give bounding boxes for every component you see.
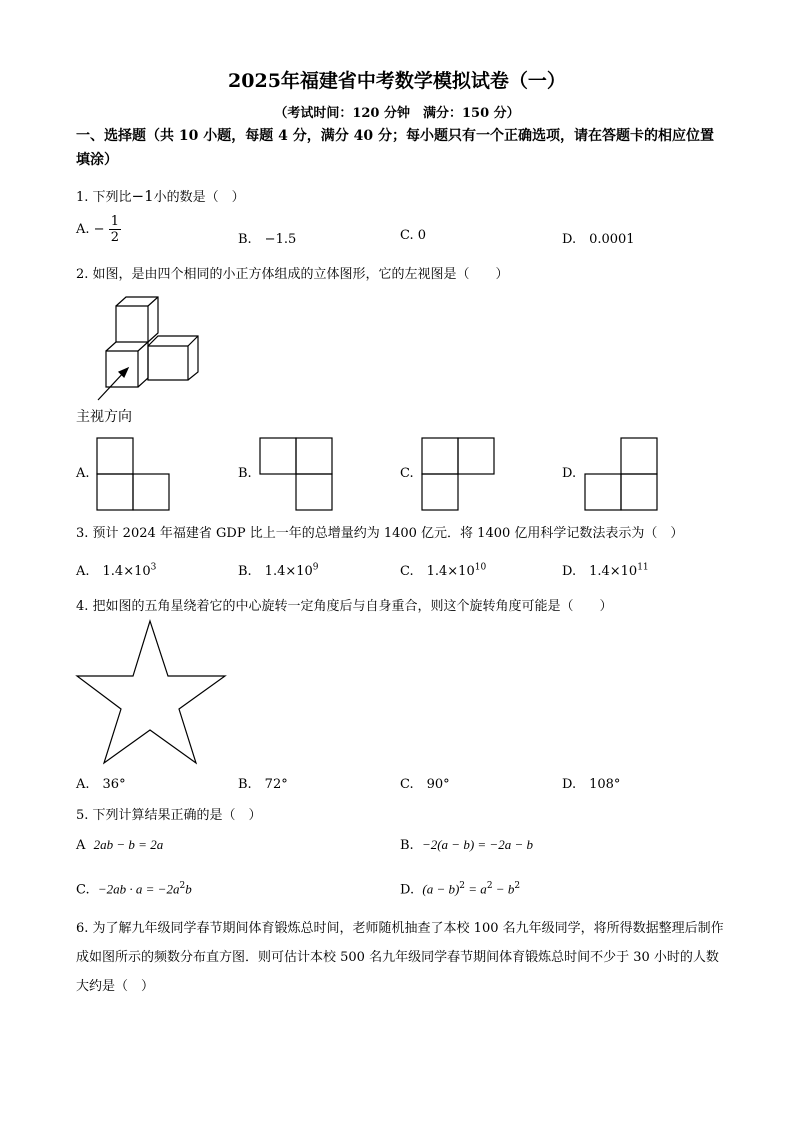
a-square-1 bbox=[97, 438, 133, 474]
q2-option-a-label[interactable]: A. bbox=[76, 466, 90, 481]
cube-top-front bbox=[116, 306, 148, 342]
cube-top-side bbox=[116, 297, 158, 342]
q3-option-c[interactable] bbox=[400, 560, 486, 579]
q5-option-d[interactable] bbox=[400, 881, 520, 897]
q5-d-label: D. bbox=[400, 882, 415, 898]
cube-top-edge bbox=[148, 297, 158, 306]
q2-option-a-figure[interactable] bbox=[96, 437, 176, 517]
section-heading: 一、选择题（共 10 小题，每题 4 分，满分 40 分；每小题只有一个正确选项，请在答题卡的相应位置填涂） bbox=[76, 128, 714, 168]
cube-right-front bbox=[148, 346, 188, 380]
q3-d-text: D. 1.4×10 bbox=[562, 564, 638, 579]
q3-option-b[interactable] bbox=[238, 560, 319, 579]
q3-c-exponent: 10 bbox=[474, 562, 487, 573]
q1-option-d[interactable]: D. 0.0001 bbox=[562, 232, 635, 247]
q5-c-label: C. bbox=[76, 882, 90, 898]
b-square-3 bbox=[296, 474, 332, 510]
q1-option-a[interactable] bbox=[76, 214, 121, 245]
q5-option-c[interactable] bbox=[76, 881, 192, 897]
q4-option-b[interactable]: B. 72° bbox=[238, 777, 288, 792]
q1-option-b[interactable]: B. −1.5 bbox=[238, 232, 297, 247]
question-3: 3. 预计 2024 年福建省 GDP 比上一年的总增量约为 1400 亿元．将 1400 亿用科学记数法表示为（ ） bbox=[76, 526, 684, 541]
q5-b-expression: −2(a − b) = −2a − b bbox=[421, 837, 533, 852]
question-1 bbox=[76, 186, 245, 205]
q3-c-text: C. 1.4×10 bbox=[400, 564, 475, 579]
q5-d-mid: = a bbox=[465, 881, 487, 897]
q2-option-c-figure[interactable] bbox=[421, 437, 501, 517]
q3-a-text: A. 1.4×10 bbox=[76, 564, 151, 579]
q1-a-denominator: 2 bbox=[110, 230, 119, 245]
q1-a-sign: − bbox=[93, 222, 105, 237]
cube-front bbox=[106, 351, 138, 387]
q3-option-d[interactable] bbox=[562, 560, 649, 579]
five-pointed-star bbox=[77, 621, 225, 763]
page-title: 2025年福建省中考数学模拟试卷（一） bbox=[228, 70, 566, 92]
q1-stem-a: 1. 下列比 bbox=[76, 190, 132, 205]
q2-option-d-label[interactable]: D. bbox=[562, 466, 577, 481]
d-square-1 bbox=[621, 438, 657, 474]
q5-b-label: B. bbox=[400, 838, 414, 853]
q5-d-exponent-3: 2 bbox=[514, 881, 521, 891]
b-square-2 bbox=[296, 438, 332, 474]
q5-c-exponent: 2 bbox=[179, 881, 186, 891]
c-square-3 bbox=[422, 474, 458, 510]
q1-stem-c: 小的数是（ ） bbox=[153, 190, 245, 205]
q2-option-d-figure[interactable] bbox=[584, 437, 664, 517]
q4-option-c[interactable]: C. 90° bbox=[400, 777, 450, 792]
question-5: 5. 下列计算结果正确的是（ ） bbox=[76, 808, 262, 823]
question-2: 2. 如图，是由四个相同的小正方体组成的立体图形，它的左视图是（ ） bbox=[76, 267, 509, 282]
q5-a-label: A bbox=[76, 838, 86, 853]
d-square-2 bbox=[585, 474, 621, 510]
q3-a-exponent: 3 bbox=[150, 562, 157, 573]
question-6: 6. 为了解九年级同学春节期间体育锻炼总时间，老师随机抽查了本校 100 名九年级同学，将所得数据整理后制作成如图所示的频数分布直方图．则可估计本校 500 名九年级同学春节期间体育锻炼总时间不少于 30 小时的人数大约是（ ） bbox=[76, 921, 724, 994]
c-square-2 bbox=[458, 438, 494, 474]
q3-b-exponent: 9 bbox=[312, 562, 319, 573]
q3-option-a[interactable] bbox=[76, 560, 156, 579]
q4-option-a[interactable]: A. 36° bbox=[76, 777, 126, 792]
q3-b-text: B. 1.4×10 bbox=[238, 564, 313, 579]
cube-front-edge bbox=[106, 342, 116, 351]
exam-info: （考试时间：120 分钟 满分：150 分） bbox=[274, 106, 520, 121]
q2-option-c-label[interactable]: C. bbox=[400, 466, 414, 481]
q5-d-exponent-1: 2 bbox=[459, 881, 466, 891]
d-square-3 bbox=[621, 474, 657, 510]
q1-option-c[interactable]: C. 0 bbox=[400, 228, 427, 243]
q1-a-label: A. bbox=[76, 222, 90, 237]
q5-d-tail: − b bbox=[492, 881, 515, 897]
b-square-1 bbox=[260, 438, 296, 474]
q5-c-tail: b bbox=[185, 881, 192, 897]
a-square-2 bbox=[97, 474, 133, 510]
q5-c-expression: −2ab · a = −2a bbox=[97, 881, 180, 897]
a-square-3 bbox=[133, 474, 169, 510]
q5-d-expression: (a − b) bbox=[422, 881, 460, 897]
star-figure bbox=[76, 620, 236, 770]
cube-right-side bbox=[148, 336, 198, 380]
view-direction-label: 主视方向 bbox=[76, 409, 132, 425]
q5-a-expression: 2ab − b = 2a bbox=[93, 837, 164, 852]
q5-option-a[interactable] bbox=[76, 837, 163, 853]
q2-option-b-label[interactable]: B. bbox=[238, 466, 252, 481]
q3-d-exponent: 11 bbox=[637, 562, 649, 573]
cube-front-edge3 bbox=[138, 378, 148, 387]
q5-d-exponent-2: 2 bbox=[486, 881, 493, 891]
cube-front-edge2 bbox=[138, 342, 148, 351]
q2-option-b-figure[interactable] bbox=[259, 437, 339, 517]
q4-option-d[interactable]: D. 108° bbox=[562, 777, 621, 792]
question-4: 4. 把如图的五角星绕着它的中心旋转一定角度后与自身重合，则这个旋转角度可能是（ ） bbox=[76, 599, 613, 614]
q1-a-numerator: 1 bbox=[110, 214, 119, 229]
q1-stem-b: −1 bbox=[131, 187, 154, 205]
c-square-1 bbox=[422, 438, 458, 474]
q1-a-fraction bbox=[109, 214, 121, 245]
cube-right-edge bbox=[188, 336, 198, 346]
q5-option-b[interactable] bbox=[400, 837, 533, 853]
